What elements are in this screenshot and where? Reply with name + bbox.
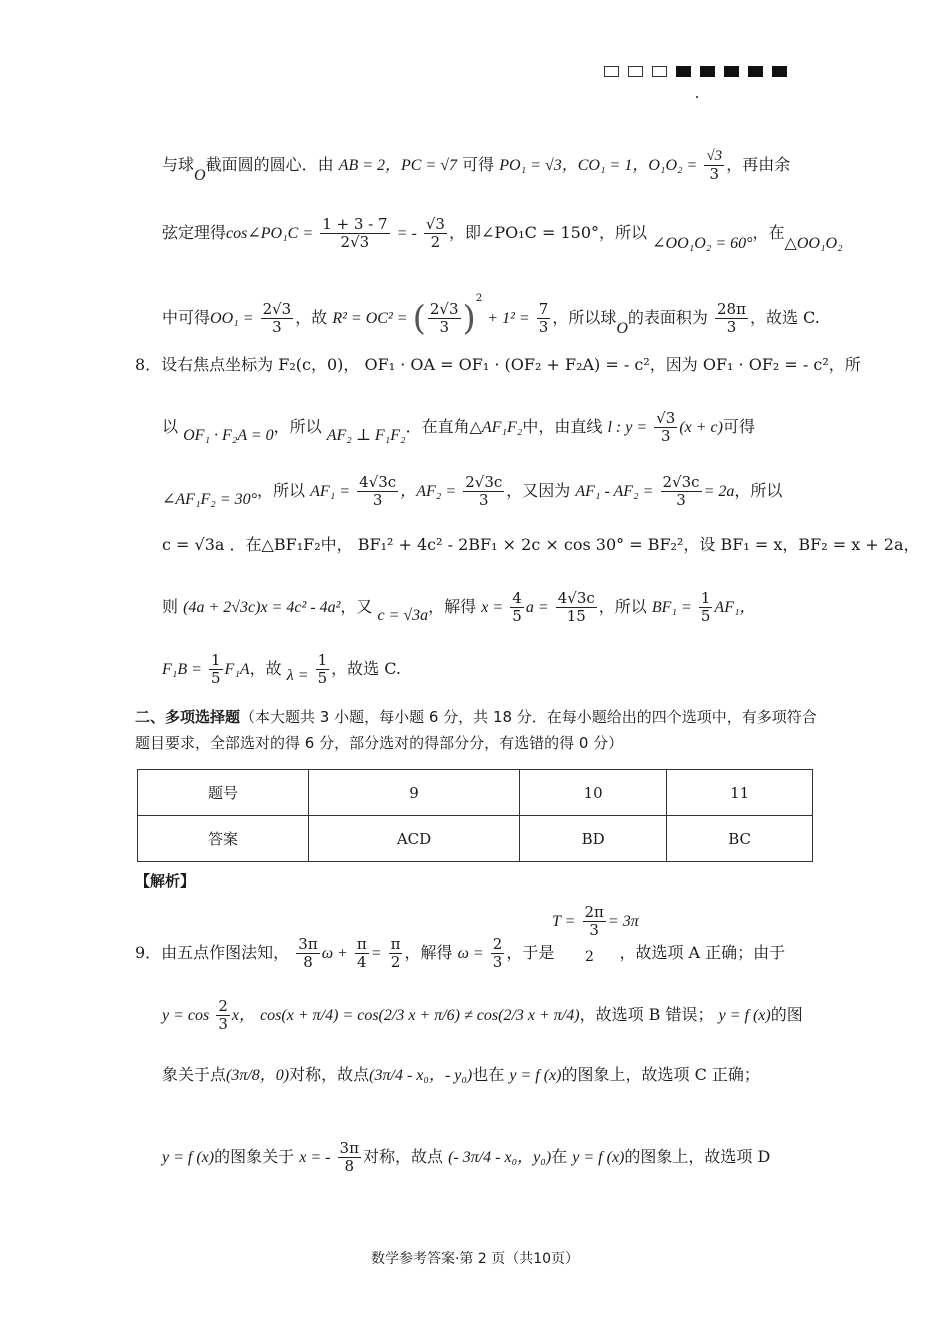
p8-line-4: c = √3a ．在△BF₁F₂中， BF₁² + 4c² - 2BF₁ × 2c × cos 30° = BF₂²，设 BF₁ = x，BF₂ = x + 2a，	[162, 535, 920, 554]
table-cell: ACD	[309, 816, 520, 862]
p9-line-1: 9．由五点作图法知， $\frac{3\pi}{8}$ ω + $\frac{\pi}{4}$ = $\frac{\pi}{2}$ ，解得 ω = $\frac{2}{3}$ ，于是 ，故选项 A 正确；由于	[135, 935, 786, 971]
table-row	[138, 770, 813, 816]
answer-table	[137, 769, 813, 862]
p7-line-1: 与球O截面圆的圆心．由 AB = 2，PC = √7 可得 PO₁ = √3，CO₁ = 1，O₁O₂ = $\frac{√3}{3}$ ，再由余	[162, 148, 791, 184]
table-cell: BC	[667, 816, 813, 862]
p7-line-3: 中可得OO₁ = $\frac{2√3}{3}$ ，故 R² = OC² = ( $\frac{2√3}{3}$ )$^2$ + 1² = $\frac{7}{3}$ ，所以球O的表面积为 $\frac{28\pi}{3}$ ，故选 C.	[162, 293, 820, 339]
page-footer: 数学参考答案·第 2 页（共10页）	[370, 1251, 580, 1267]
p8-line-1: 8．设右焦点坐标为 F₂(c，0)， OF₁ · OA = OF₁ · (OF₂ + F₂A) = - c²，因为 OF₁ · OF₂ = - c²，所	[135, 355, 861, 374]
p7-line-2: 弦定理得cos∠PO₁C = $\frac{1 + 3 - 7}{2√3}$ = - $\frac{√3}{2}$ ，即∠PO₁C = 150°，所以 ∠OO₁O₂ = 60°，在△OO₁O₂	[162, 215, 843, 252]
p8-line-5: 则 (4a + 2√3c)x = 4c² - 4a²，又 c = √3a，解得 x = $\frac{4}{5}$ a = $\frac{4√3c}{15}$ ，所以 BF₁ = $\frac{1}{5}$ AF₁，	[162, 589, 756, 625]
table-cell: 11	[667, 770, 813, 816]
header-mark	[772, 66, 787, 77]
p8-line-6: F₁B = $\frac{1}{5}$ F₁A，故 λ = $\frac{1}{5}$ ，故选 C.	[162, 651, 401, 687]
table-row	[138, 816, 813, 862]
table-cell: 答案	[138, 816, 309, 862]
header-mark	[652, 66, 667, 77]
p9-period-denominator: 2	[585, 949, 594, 965]
p8-line-3: ∠AF₁F₂ = 30°，所以 AF₁ = $\frac{4√3c}{3}$ ，AF₂ = $\frac{2√3c}{3}$ ，又因为 AF₁ - AF₂ = $\frac{2√3c}{3}$ = 2a，所以	[162, 473, 783, 509]
table-cell: BD	[520, 816, 667, 862]
analysis-heading: 【解析】	[135, 872, 196, 890]
p9-period-formula: T = $\frac{2\pi}{3}$ = 3π	[552, 903, 639, 939]
header-mark	[724, 66, 739, 77]
section-description: （本大题共 3 小题，每小题 6 分，共 18 分．在每小题给出的四个选项中，有多项符合题目要求，全部选对的得 6 分，部分选对的得部分分，有选错的得 0 分）	[135, 708, 817, 752]
section-title	[135, 704, 825, 756]
header-mark	[604, 66, 619, 77]
header-mark	[748, 66, 763, 77]
section-heading: 二、多项选择题	[135, 708, 241, 726]
p9-line-4: y = f (x)的图象关于 x = - $\frac{3\pi}{8}$ 对称，故点 (- 3π/4 - x₀，y₀)在 y = f (x)的图象上，故选项 D	[162, 1139, 771, 1175]
p9-line-2: y = cos $\frac{2}{3}$ x， cos(x + π/4) = cos(2/3 x + π/6) ≠ cos(2/3 x + π/4)，故选项 B 错误； y = f (x)的图	[162, 997, 803, 1033]
p8-line-2: 以 OF₁ · F₂A = 0，所以 AF₂ ⊥ F₁F₂．在直角△AF₁F₂中，由直线 l : y = $\frac{√3}{3}$ (x + c)可得	[162, 409, 755, 445]
table-cell: 题号	[138, 770, 309, 816]
header-marks	[604, 66, 787, 77]
p9-line-3: 象关于点(3π/8，0)对称，故点(3π/4 - x₀，- y₀)也在 y = f (x)的图象上，故选项 C 正确；	[162, 1065, 760, 1084]
header-tick	[696, 96, 698, 98]
header-mark	[628, 66, 643, 77]
table-cell: 9	[309, 770, 520, 816]
header-mark	[676, 66, 691, 77]
header-mark	[700, 66, 715, 77]
table-cell: 10	[520, 770, 667, 816]
